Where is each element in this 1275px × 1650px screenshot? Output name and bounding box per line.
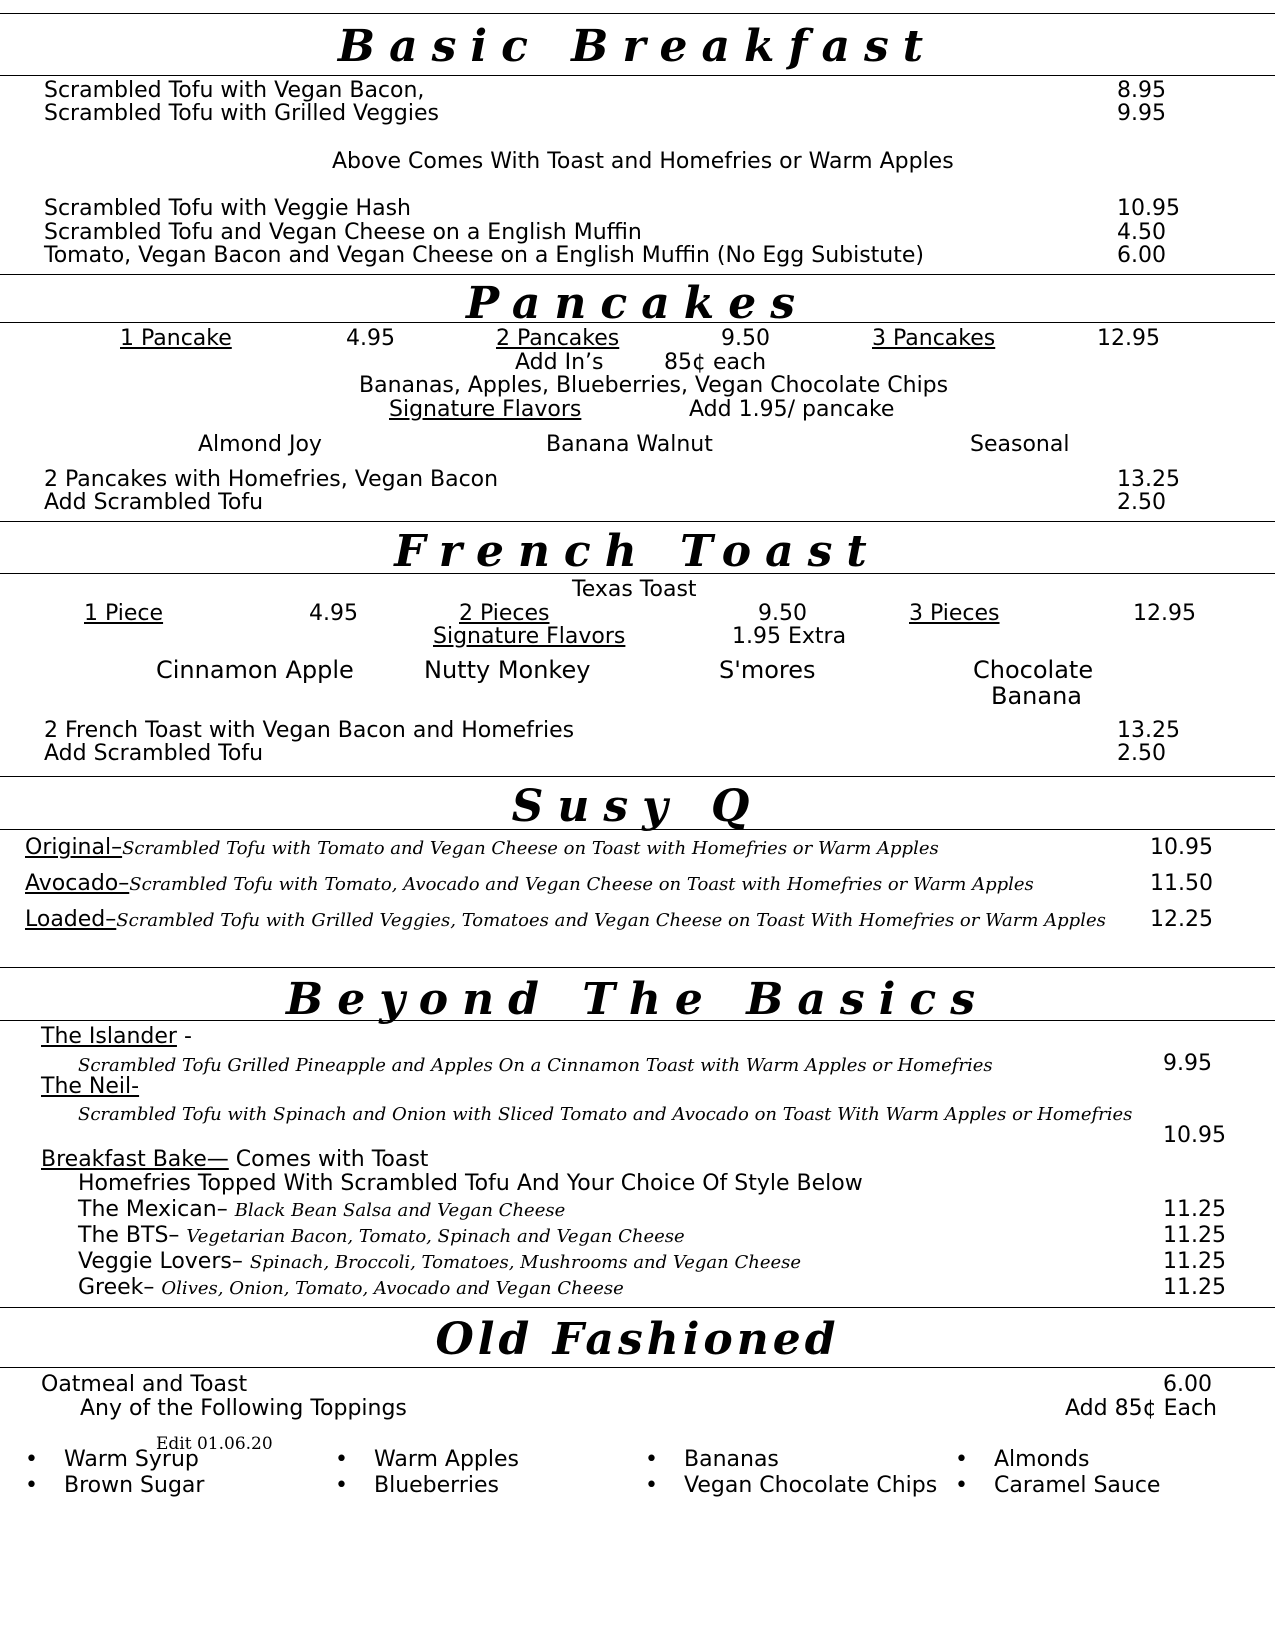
flavor: Nutty Monkey [424, 656, 591, 684]
bake-item-desc: Spinach, Broccoli, Tomatoes, Mushrooms and Vegan Cheese [249, 1252, 802, 1273]
flavor: Almond Joy [198, 432, 322, 457]
flavor: Seasonal [970, 432, 1070, 457]
menu-item-price: 12.25 [1150, 907, 1213, 932]
bake-item [78, 1223, 685, 1250]
menu-item-price: 4.50 [1117, 220, 1166, 245]
bake-item-desc: Olives, Onion, Tomato, Avocado and Vegan Cheese [161, 1278, 624, 1299]
menu-item [25, 835, 939, 862]
pancake-size-price: 12.95 [1097, 326, 1160, 351]
dash: - [176, 1024, 192, 1049]
menu-item-name: Original– [25, 835, 123, 860]
bullet: • [645, 1447, 658, 1472]
menu-item-desc: Homefries Topped With Scrambled Tofu And Your Choice Of Style Below [78, 1171, 863, 1196]
divider [0, 1307, 1275, 1308]
section-title-old-fashioned: Old Fashioned [435, 1314, 840, 1365]
menu-item-price: 9.95 [1117, 101, 1166, 126]
menu-item-name: Add Scrambled Tofu [44, 741, 264, 766]
bullet: • [955, 1473, 968, 1498]
menu-item-desc: Scrambled Tofu Grilled Pineapple and Apples On a Cinnamon Toast with Warm Apples or Homefries [78, 1055, 993, 1076]
divider [0, 322, 1275, 323]
pancake-size-label: 3 Pancakes [872, 326, 996, 351]
section-title-basic-breakfast: Basic Breakfast [337, 21, 938, 72]
french-size-label: 2 Pieces [459, 601, 550, 626]
topping: Caramel Sauce [994, 1473, 1161, 1498]
menu-item-name: Oatmeal and Toast [41, 1372, 248, 1397]
divider [0, 13, 1275, 14]
menu-item-price: 11.25 [1163, 1223, 1226, 1248]
menu-item-name: Add Scrambled Tofu [44, 490, 264, 515]
section-title-pancakes: Pancakes [466, 278, 809, 329]
menu-item-price: 11.50 [1150, 871, 1213, 896]
menu-item [25, 907, 1106, 934]
divider [0, 829, 1275, 830]
menu-item-name: Breakfast Bake— [41, 1147, 229, 1172]
edit-date: Edit 01.06.20 [156, 1434, 273, 1454]
bullet: • [645, 1473, 658, 1498]
menu-item-name: Scrambled Tofu and Vegan Cheese on a English Muffin [44, 220, 642, 245]
pancake-size-price: 9.50 [721, 326, 770, 351]
section-title-beyond-the-basics: Beyond The Basics [286, 974, 989, 1025]
divider [0, 75, 1275, 76]
menu-item-price: 13.25 [1117, 467, 1180, 492]
flavor: Cinnamon Apple [156, 656, 354, 684]
divider [0, 521, 1275, 522]
topping: Brown Sugar [64, 1473, 205, 1498]
divider [0, 274, 1275, 275]
menu-item-name: The Islander [41, 1024, 177, 1049]
menu-item-price: 11.25 [1163, 1249, 1226, 1274]
menu-item-desc: Scrambled Tofu with Spinach and Onion with Sliced Tomato and Avocado on Toast With Warm Apples or Homefries [78, 1104, 1133, 1125]
menu-item-desc: Scrambled Tofu with Tomato and Vegan Cheese on Toast with Homefries or Warm Apples [122, 838, 939, 859]
menu-item-price: 11.25 [1163, 1197, 1226, 1222]
section-title-susy-q: Susy Q [511, 781, 764, 832]
bake-item-name: The Mexican– [78, 1197, 235, 1222]
menu-item-price: 9.95 [1163, 1051, 1212, 1076]
menu-item-name: Scrambled Tofu with Grilled Veggies [44, 101, 439, 126]
french-size-label: 3 Pieces [909, 601, 1000, 626]
divider [0, 573, 1275, 574]
flavor: Chocolate [973, 656, 1094, 684]
pancake-size-label: 2 Pancakes [496, 326, 620, 351]
menu-item-price: 11.25 [1163, 1275, 1226, 1300]
signature-flavors-price: Add 1.95/ pancake [689, 397, 895, 422]
menu-item-price: 8.95 [1117, 78, 1166, 103]
french-size-price: 12.95 [1133, 601, 1196, 626]
addins-price: 85¢ each [664, 350, 767, 375]
addins-label: Add In’s [515, 350, 604, 375]
divider [0, 1020, 1275, 1021]
divider [0, 776, 1275, 777]
menu-item-price: 10.95 [1163, 1123, 1226, 1148]
menu-item-desc: Scrambled Tofu with Grilled Veggies, Tomatoes and Vegan Cheese on Toast With Homefries or Warm Apples [116, 910, 1106, 931]
bullet: • [955, 1447, 968, 1472]
bake-item [78, 1249, 801, 1276]
divider [0, 967, 1275, 968]
menu-item-price: 2.50 [1117, 490, 1166, 515]
menu-item-name: 2 Pancakes with Homefries, Vegan Bacon [44, 467, 499, 492]
topping: Warm Apples [374, 1447, 519, 1472]
topping: Blueberries [374, 1473, 499, 1498]
menu-item-note: Comes with Toast [228, 1147, 429, 1172]
pancake-size-label: 1 Pancake [120, 326, 232, 351]
section-note: Above Comes With Toast and Homefries or Warm Apples [332, 149, 954, 174]
bullet: • [25, 1447, 38, 1472]
french-size-price: 9.50 [758, 601, 807, 626]
signature-flavors-price: 1.95 Extra [732, 624, 847, 649]
divider [0, 1367, 1275, 1368]
menu-item-name: Scrambled Tofu with Vegan Bacon, [44, 78, 425, 103]
menu-item-name: Scrambled Tofu with Veggie Hash [44, 196, 411, 221]
flavor: S'mores [719, 656, 816, 684]
topping: Warm Syrup [64, 1447, 199, 1472]
flavor: Banana Walnut [546, 432, 713, 457]
topping: Vegan Chocolate Chips [684, 1473, 938, 1498]
menu-item-price: 2.50 [1117, 741, 1166, 766]
french-size-price: 4.95 [309, 601, 358, 626]
menu-item-price: 10.95 [1117, 196, 1180, 221]
bullet: • [335, 1447, 348, 1472]
menu-item-name: The Neil- [41, 1074, 140, 1099]
menu-item-desc: Scrambled Tofu with Tomato, Avocado and Vegan Cheese on Toast with Homefries or Warm Apples [129, 874, 1034, 895]
signature-flavors-label: Signature Flavors [433, 624, 626, 649]
flavor: Banana [991, 682, 1083, 710]
french-size-label: 1 Piece [84, 601, 164, 626]
bake-item-desc: Black Bean Salsa and Vegan Cheese [234, 1200, 566, 1221]
pancake-size-price: 4.95 [346, 326, 395, 351]
menu-item-price: 6.00 [1117, 243, 1166, 268]
menu-item-price: 10.95 [1150, 835, 1213, 860]
menu-item [25, 871, 1034, 898]
topping: Bananas [684, 1447, 779, 1472]
menu-item-name: Loaded– [25, 907, 117, 932]
bullet: • [335, 1473, 348, 1498]
menu-item-name: Tomato, Vegan Bacon and Vegan Cheese on a English Muffin (No Egg Subistute) [44, 243, 924, 268]
menu-item-name: 2 French Toast with Vegan Bacon and Homefries [44, 718, 575, 743]
bake-item [78, 1275, 624, 1302]
signature-flavors-label: Signature Flavors [389, 397, 582, 422]
section-title-french-toast: French Toast [394, 526, 881, 577]
menu-item [41, 1147, 428, 1173]
toppings-label: Any of the Following Toppings [80, 1396, 407, 1421]
menu-item-price: 13.25 [1117, 718, 1180, 743]
menu-item-name: Avocado– [25, 871, 130, 896]
menu-item-price: 6.00 [1163, 1372, 1212, 1397]
french-subtitle: Texas Toast [572, 577, 697, 602]
menu-item [41, 1024, 192, 1050]
addins-list: Bananas, Apples, Blueberries, Vegan Chocolate Chips [359, 373, 949, 398]
bake-item-name: The BTS– [78, 1223, 187, 1248]
topping: Almonds [994, 1447, 1090, 1472]
bake-item-desc: Vegetarian Bacon, Tomato, Spinach and Vegan Cheese [186, 1226, 685, 1247]
bake-item-name: Greek– [78, 1275, 162, 1300]
bake-item-name: Veggie Lovers– [78, 1249, 250, 1274]
bullet: • [25, 1473, 38, 1498]
toppings-price: Add 85¢ Each [1065, 1396, 1217, 1421]
bake-item [78, 1197, 565, 1224]
